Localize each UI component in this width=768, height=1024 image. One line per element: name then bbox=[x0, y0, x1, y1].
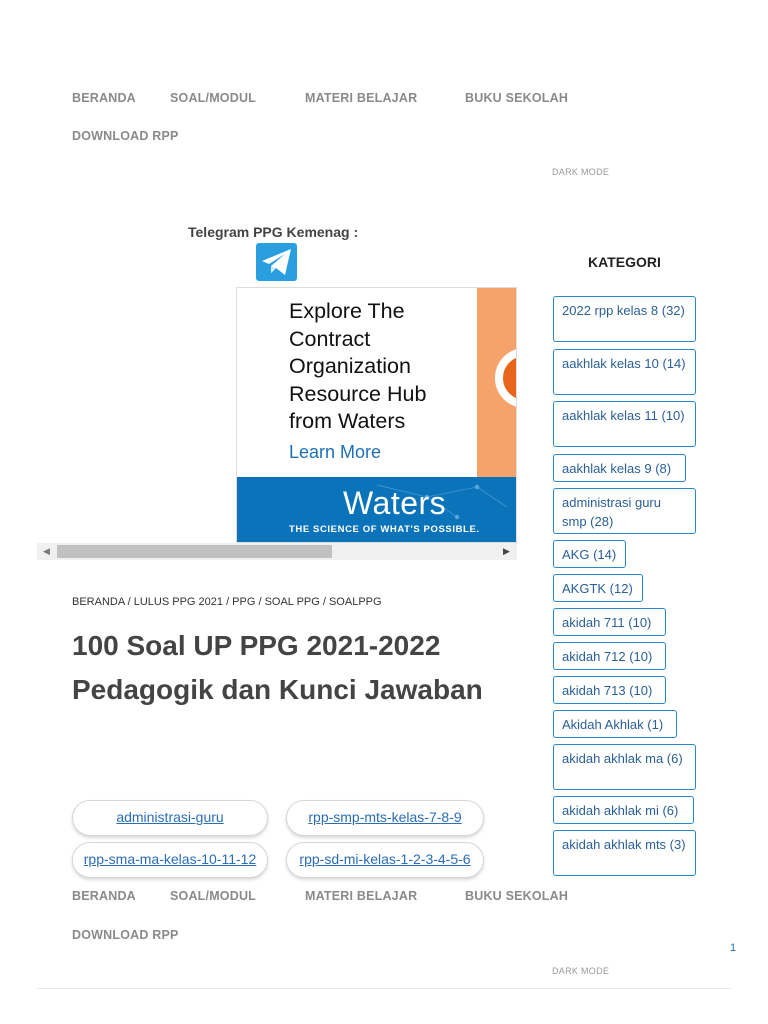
kategori-item[interactable]: AKG (14) bbox=[553, 540, 626, 568]
nav-materi-belajar[interactable]: MATERI BELAJAR bbox=[305, 91, 418, 105]
ad-orange-graphic bbox=[477, 288, 517, 478]
page-title: 100 Soal UP PPG 2021-2022 Pedagogik dan Kunci Jawaban bbox=[72, 630, 483, 705]
ad-headline-line: Resource Hub bbox=[289, 381, 427, 406]
kategori-item[interactable]: akidah akhlak mts (3) bbox=[553, 830, 696, 876]
kategori-item[interactable]: aakhlak kelas 9 (8) bbox=[553, 454, 686, 482]
nav-buku-sekolah[interactable]: BUKU SEKOLAH bbox=[465, 889, 569, 903]
nav-buku-sekolah[interactable]: BUKU SEKOLAH bbox=[465, 91, 569, 105]
nav-beranda[interactable]: BERANDA bbox=[72, 889, 136, 903]
kategori-item[interactable]: Akidah Akhlak (1) bbox=[553, 710, 677, 738]
nav-materi-belajar[interactable]: MATERI BELAJAR bbox=[305, 889, 418, 903]
telegram-icon[interactable] bbox=[256, 243, 297, 281]
ad-banner[interactable] bbox=[236, 287, 517, 543]
edge-mark: 1 bbox=[730, 942, 737, 954]
ad-brand-bar bbox=[237, 477, 517, 543]
tag-link[interactable]: rpp-smp-mts-kelas-7-8-9 bbox=[286, 800, 484, 836]
kategori-item[interactable]: akidah akhlak mi (6) bbox=[553, 796, 694, 824]
telegram-label: Telegram PPG Kemenag : bbox=[188, 224, 359, 240]
scroll-thumb[interactable] bbox=[57, 545, 332, 558]
kategori-item[interactable]: aakhlak kelas 10 (14) bbox=[553, 349, 696, 395]
ad-headline-line: Explore The bbox=[289, 299, 405, 323]
breadcrumb[interactable]: BERANDA / LULUS PPG 2021 / PPG / SOAL PPG / SOALPPG bbox=[72, 596, 382, 608]
kategori-item[interactable]: akidah 711 (10) bbox=[553, 608, 666, 636]
nav-download-rpp[interactable]: DOWNLOAD RPP bbox=[72, 129, 179, 143]
scroll-right-arrow-icon[interactable]: ▶ bbox=[503, 546, 510, 556]
kategori-item[interactable]: akidah 713 (10) bbox=[553, 676, 666, 704]
kategori-item[interactable]: aakhlak kelas 11 (10) bbox=[553, 401, 696, 447]
kategori-title: KATEGORI bbox=[588, 254, 661, 270]
nav-soal-modul[interactable]: SOAL/MODUL bbox=[170, 91, 257, 105]
kategori-item[interactable]: administrasi guru smp (28) bbox=[553, 488, 696, 534]
ad-learn-more-link[interactable]: Learn More bbox=[289, 442, 382, 462]
kategori-item[interactable]: 2022 rpp kelas 8 (32) bbox=[553, 296, 696, 342]
kategori-item[interactable]: akidah akhlak ma (6) bbox=[553, 744, 696, 790]
dark-mode-toggle[interactable]: DARK MODE bbox=[552, 167, 610, 177]
ad-tagline: THE SCIENCE OF WHAT'S POSSIBLE. bbox=[289, 524, 480, 535]
telegram-plane-icon bbox=[256, 243, 297, 281]
nav-download-rpp[interactable]: DOWNLOAD RPP bbox=[72, 928, 179, 942]
scroll-left-arrow-icon[interactable]: ◀ bbox=[43, 546, 50, 556]
tag-link[interactable]: rpp-sd-mi-kelas-1-2-3-4-5-6 bbox=[286, 842, 484, 878]
ad-headline bbox=[289, 298, 426, 436]
ad-headline-line: Contract bbox=[289, 326, 371, 351]
ad-horizontal-scrollbar[interactable] bbox=[37, 543, 517, 560]
kategori-item[interactable]: akidah 712 (10) bbox=[553, 642, 666, 670]
divider bbox=[37, 988, 731, 989]
ad-brand-logo: Waters bbox=[343, 485, 447, 521]
ad-headline-line: from Waters bbox=[289, 409, 406, 433]
tag-link[interactable]: administrasi-guru bbox=[72, 800, 268, 836]
tag-link[interactable]: rpp-sma-ma-kelas-10-11-12 bbox=[72, 842, 268, 878]
dark-mode-toggle[interactable]: DARK MODE bbox=[552, 966, 610, 976]
ad-headline-line: Organization bbox=[289, 354, 411, 378]
nav-soal-modul[interactable]: SOAL/MODUL bbox=[170, 889, 257, 903]
nav-beranda[interactable]: BERANDA bbox=[72, 91, 136, 105]
kategori-item[interactable]: AKGTK (12) bbox=[553, 574, 643, 602]
